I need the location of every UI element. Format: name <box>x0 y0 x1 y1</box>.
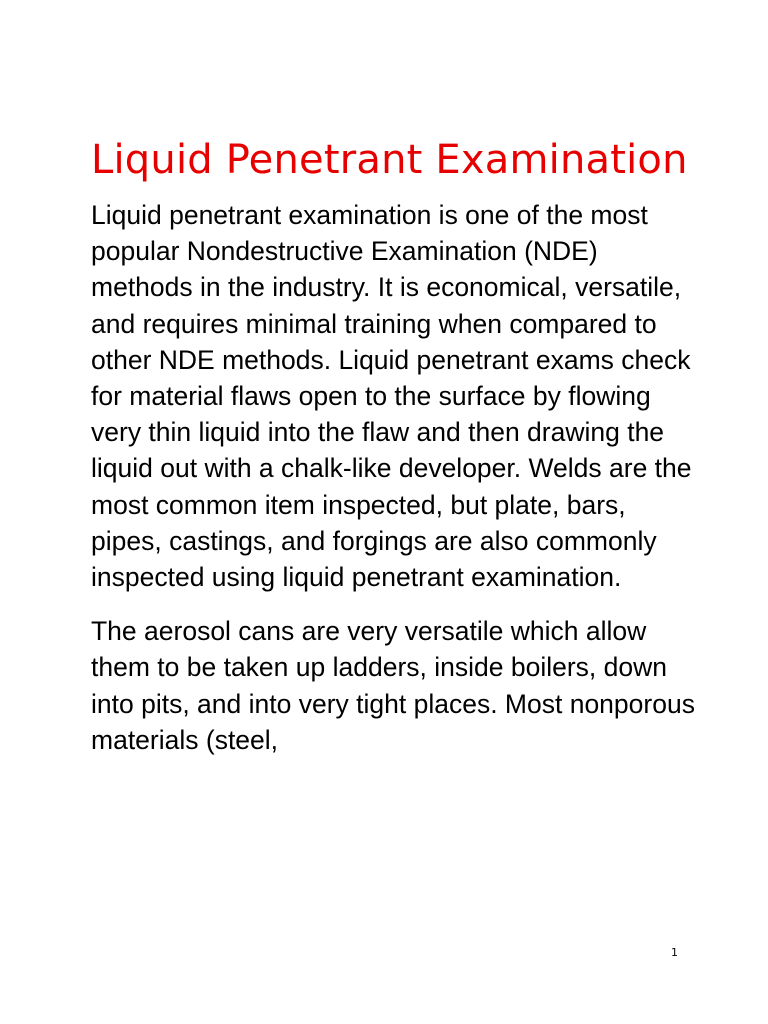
page-title: Liquid Penetrant Examination <box>91 137 688 183</box>
page-content <box>91 134 701 758</box>
page-number: 1 <box>671 946 678 959</box>
body-paragraph-2: The aerosol cans are very versatile which allow them to be taken up ladders, inside boilers, down into pits, and into very tight places. Most nonporous materials (steel, <box>91 616 695 755</box>
body-paragraph-1: Liquid penetrant examination is one of the most popular Nondestructive Examination (NDE) methods in the industry. It is economical, versatile, and requires minimal training when compared to other NDE methods. Liquid penetrant exams check for material flaws open to the surface by flowing very thin liquid into the flaw and then drawing the liquid out with a chalk-like developer. Welds are the most common item inspected, but plate, bars, pipes, castings, and forgings are also commonly inspected using liquid penetrant examination. <box>91 200 692 593</box>
